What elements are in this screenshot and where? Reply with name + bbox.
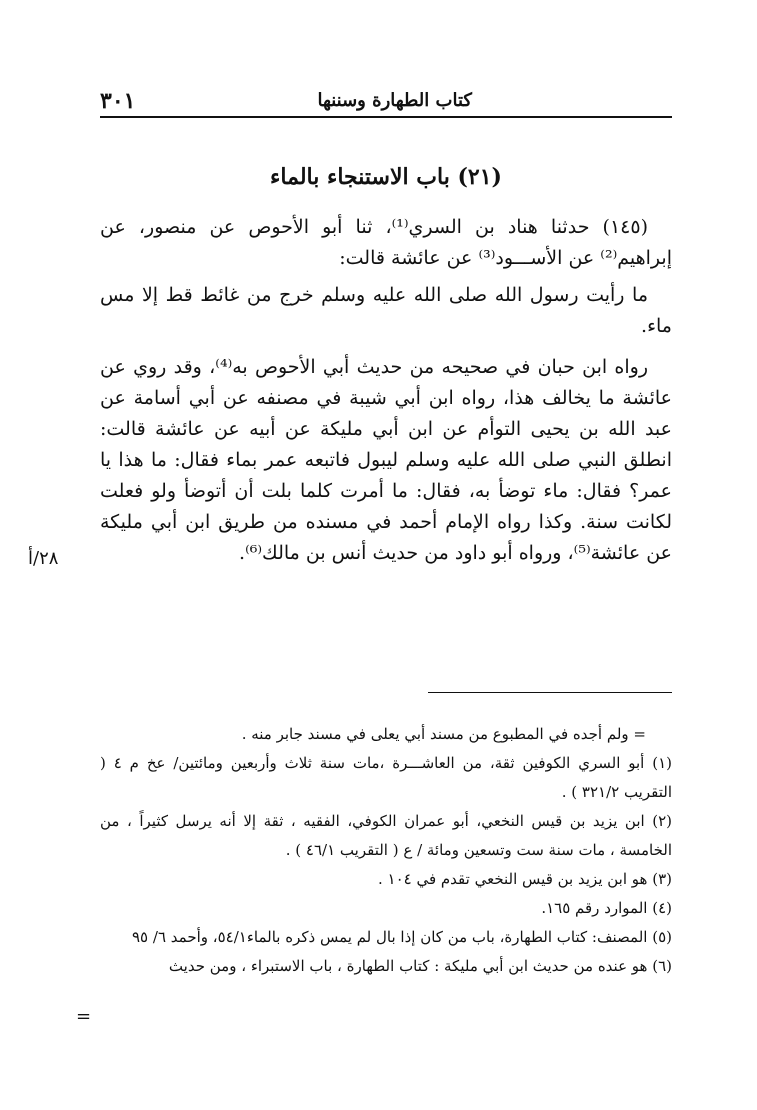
header-rule bbox=[100, 116, 672, 118]
chapter-heading: (٢١) باب الاستنجاء بالماء bbox=[270, 164, 502, 190]
page-header bbox=[100, 88, 672, 116]
margin-manuscript-folio: ٢٨/أ bbox=[28, 548, 59, 569]
hadith-takhrij: رواه ابن حبان في صحيحه من حديث أبي الأحوص به⁽⁴⁾، وقد روي عن عائشة ما يخالف هذا، رواه ابن أبي شيبة في مصنفه عن أبي أسامة عن عبد الله بن يحيى التوأم عن ابن أبي مليكة عن أبيه عن عائشة قالت: انطلق النبي صلى الله عليه وسلم ليبول فاتبعه عمر بماء فقال: ما هذا يا عمر؟ فقال: ماء توضأ به، فقال: ما أمرت كلما بلت أن أتوضأ ولو فعلت لكانت سنة. وكذا رواه الإمام أحمد في مسنده من طريق ابن أبي مليكة عن عائشة⁽⁵⁾، ورواه أبو داود من حديث أنس بن مالك⁽⁶⁾. bbox=[100, 356, 672, 564]
footnote-item: (٣) هو ابن يزيد بن قيس النخعي تقدم في ١٠٤ . bbox=[377, 870, 672, 888]
footnote-item: (٢) ابن يزيد بن قيس النخعي، أبو عمران الكوفي، الفقيه ، ثقة إلا أنه يرسل كثيراً ، من الخامسة ، مات سنة ست وتسعين ومائة / ع ( التقريب ٤٦/١ ) . bbox=[100, 812, 672, 859]
page-number: ٣٠١ bbox=[100, 88, 136, 114]
footnote-item: (١) أبو السري الكوفين ثقة، من العاشـــرة ،مات سنة ثلاث وأربعين ومائتين/ عخ م ٤ ( التقريب ٣٢١/٢ ) . bbox=[100, 754, 672, 801]
footnote-item: (٦) هو عنده من حديث ابن أبي مليكة : كتاب الطهارة ، باب الاستبراء ، ومن حديث bbox=[168, 957, 672, 975]
footnote-rule bbox=[428, 692, 672, 693]
footnote-item: (٥) المصنف: كتاب الطهارة، باب من كان إذا بال لم يمس ذكره بالماء٥٤/١، وأحمد ٦/ ٩٥ bbox=[132, 928, 672, 946]
hadith-isnad: (١٤٥) حدثنا هناد بن السري⁽¹⁾، ثنا أبو الأحوص عن منصور، عن إبراهيم⁽²⁾ عن الأســـود⁽³⁾ عن عائشة قالت: bbox=[100, 216, 672, 269]
hadith-matn: ما رأيت رسول الله صلى الله عليه وسلم خرج من غائط قط إلا مس ماء. bbox=[100, 284, 672, 337]
footnotes bbox=[100, 720, 672, 981]
footnote-continuation: = ولم أجده في المطبوع من مسند أبي يعلى في مسند جابر منه . bbox=[241, 725, 646, 743]
main-text bbox=[100, 212, 672, 569]
continuation-mark: = bbox=[76, 1006, 92, 1027]
footnote-item: (٤) الموارد رقم ١٦٥. bbox=[541, 899, 672, 917]
running-title: كتاب الطهارة وسننها bbox=[317, 90, 472, 111]
